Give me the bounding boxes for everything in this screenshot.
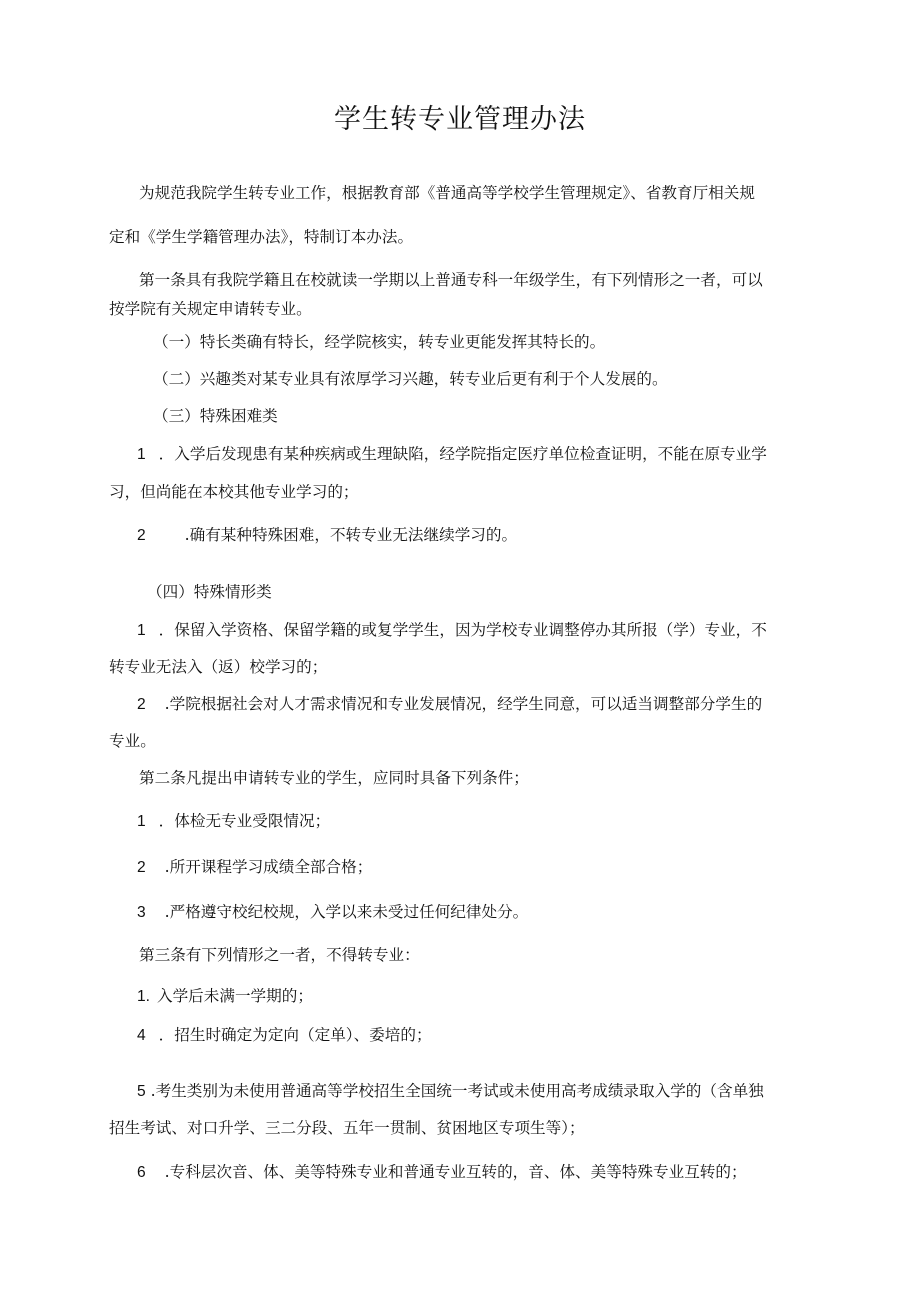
category-specialty: （一）特长类确有特长，经学院核实，转专业更能发挥其特长的。: [153, 333, 606, 351]
item-text: 入学后未满一学期的；: [156, 987, 313, 1005]
restriction-item-5-line-2: 招生考试、对口升学、三二分段、五年一贯制、贫困地区专项生等）；: [109, 1119, 585, 1137]
restriction-item-1: [137, 985, 313, 1008]
item-text: .严格遵守校纪校规，入学以来未受过任何纪律处分。: [164, 903, 529, 921]
item-number: 5: [137, 1083, 146, 1100]
item-text: ．保留入学资格、保留学籍的或复学学生，因为学校专业调整停办其所报（学）专业，不: [158, 621, 767, 639]
condition-item-3: [137, 901, 528, 924]
paragraph-intro-line-2: 定和《学生学籍管理办法》，特制订本办法。: [109, 228, 414, 246]
condition-item-1: [137, 810, 330, 833]
paragraph-intro-line-1: 为规范我院学生转专业工作，根据教育部《普通高等学校学生管理规定》、省教育厅相关规: [139, 184, 755, 202]
hardship-item-1-line-1: [137, 443, 767, 466]
article-1-line-1: 第一条具有我院学籍且在校就读一学期以上普通专科一年级学生，有下列情形之一者，可以: [139, 271, 763, 289]
item-text: ．招生时确定为定向（定单）、委培的；: [158, 1026, 432, 1044]
document-title: 学生转专业管理办法: [334, 104, 586, 135]
category-interest: （二）兴趣类对某专业具有浓厚学习兴趣，转专业后更有利于个人发展的。: [153, 370, 668, 388]
restriction-item-5-line-1: [137, 1080, 764, 1103]
special-item-2-line-1: [137, 693, 762, 716]
item-number: 1: [137, 622, 146, 639]
item-number: 4: [137, 1027, 146, 1044]
restriction-item-6: [137, 1161, 747, 1184]
item-text: .专科层次音、体、美等特殊专业和普通专业互转的，音、体、美等特殊专业互转的；: [164, 1163, 747, 1181]
item-text: ．入学后发现患有某种疾病或生理缺陷，经学院指定医疗单位检查证明，不能在原专业学: [158, 445, 767, 463]
special-item-1-line-1: [137, 619, 767, 642]
item-text: .考生类别为未使用普通高等学校招生全国统一考试或未使用高考成绩录取入学的（含单独: [150, 1082, 764, 1100]
special-item-2-line-2: 专业。: [109, 732, 156, 750]
item-number: 1: [137, 813, 146, 830]
item-number: 2: [137, 527, 146, 544]
item-number: 1: [137, 446, 146, 463]
item-number: 1.: [137, 988, 151, 1005]
item-number: 2: [137, 859, 146, 876]
item-number: 2: [137, 696, 146, 713]
hardship-item-2: [137, 524, 517, 547]
item-number: 6: [137, 1164, 146, 1181]
item-text: ．体检无专业受限情况；: [158, 812, 331, 830]
category-hardship: （三）特殊困难类: [153, 407, 278, 425]
condition-item-2: [137, 856, 372, 879]
item-number: 3: [137, 904, 146, 921]
hardship-item-1-line-2: 习，但尚能在本校其他专业学习的；: [109, 483, 359, 501]
article-3-heading: 第三条有下列情形之一者，不得转专业：: [139, 946, 420, 964]
special-item-1-line-2: 转专业无法入（返）校学习的；: [109, 658, 328, 676]
category-special-situation: （四）特殊情形类: [147, 583, 272, 601]
article-2-heading: 第二条凡提出申请转专业的学生，应同时具备下列条件；: [139, 769, 529, 787]
restriction-item-4: [137, 1024, 432, 1047]
article-1-line-2: 按学院有关规定申请转专业。: [109, 300, 312, 318]
item-text: .学院根据社会对人才需求情况和专业发展情况，经学生同意，可以适当调整部分学生的: [164, 695, 763, 713]
item-text: .确有某种特殊困难，不转专业无法继续学习的。: [184, 526, 518, 544]
item-text: .所开课程学习成绩全部合格；: [164, 858, 373, 876]
